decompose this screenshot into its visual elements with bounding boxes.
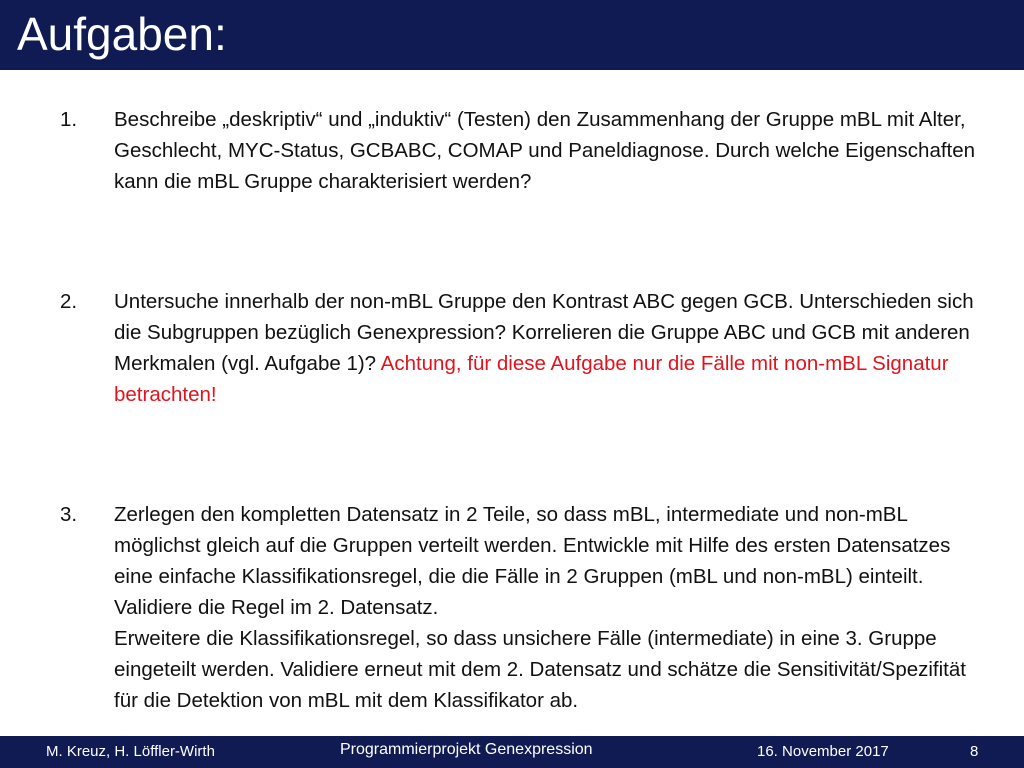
task-number-3: 3. <box>60 503 78 526</box>
task-number-2: 2. <box>60 290 78 313</box>
task-text-1: Beschreibe „deskriptiv“ und „induktiv“ (Testen) den Zusammenhang der Gruppe mBL mit Alter, Geschlecht, MYC-Status, GCBABC, COMAP und Paneldiagnose. Durch welche Eigenschaften kann die mBL Gruppe charakterisiert werden? <box>114 108 976 193</box>
footer-authors: M. Kreuz, H. Löffler-Wirth <box>46 743 215 760</box>
task-text-3: Zerlegen den kompletten Datensatz in 2 Teile, so dass mBL, intermediate und non-mBL möglichst gleich auf die Gruppen verteilt werden. Entwickle mit Hilfe des ersten Datensatzes eine einfache Klassifikationsregel, die die Fälle in 2 Gruppen (mBL und non-mBL) einteilt. Validiere die Regel im 2. Datensatz. <box>114 503 951 619</box>
task-item-3 <box>60 499 980 716</box>
task-item-2 <box>60 286 980 410</box>
task-list <box>60 104 980 716</box>
task-warning-2: Achtung, für diese Aufgabe nur die Fälle mit non-mBL Signatur betrachten! <box>114 352 949 406</box>
task-number-1: 1. <box>60 108 78 131</box>
footer-bar <box>0 736 1024 768</box>
title-bar <box>0 0 1024 70</box>
task-text-3-continued: Erweitere die Klassifikationsregel, so dass unsichere Fälle (intermediate) in eine 3. Gruppe eingeteilt werden. Validiere erneut mit dem 2. Datensatz und schätze die Sensitivität/Spezifität für die Detektion von mBL mit dem Klassifikator ab. <box>114 627 966 712</box>
footer-page-number: 8 <box>970 743 979 760</box>
slide-title: Aufgaben: <box>17 8 227 60</box>
footer-course-title: Programmierprojekt Genexpression <box>340 741 593 758</box>
footer-date: 16. November 2017 <box>757 743 889 760</box>
task-item-1 <box>60 104 980 197</box>
task-text-2: Untersuche innerhalb der non-mBL Gruppe den Kontrast ABC gegen GCB. Unterschieden sich die Subgruppen bezüglich Genexpression? Korrelieren die Gruppe ABC und GCB mit anderen Merkmalen (vgl. Aufgabe 1)? <box>114 290 974 375</box>
